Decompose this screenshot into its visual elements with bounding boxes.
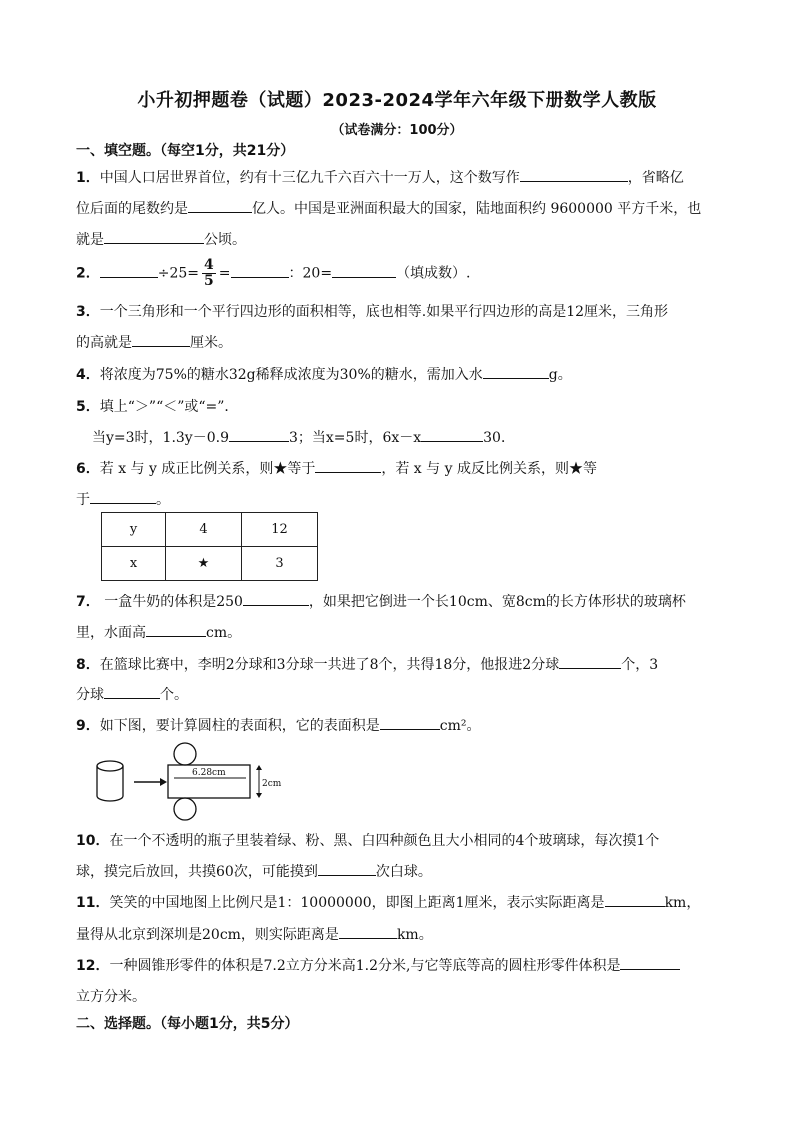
page-title: 小升初押题卷（试题）2023-2024学年六年级下册数学人教版	[137, 90, 657, 111]
q9-line: 9．如下图，要计算圆柱的表面积，它的表面积是 cm²。	[76, 715, 480, 735]
q1-line1: 1．中国人口居世界首位，约有十三亿九千六百六十一万人，这个数写作 ，省略亿	[76, 167, 684, 187]
q5-line1: 5．填上“＞”“＜”或“=”．	[76, 399, 239, 415]
section-multiple-choice: 二、选择题。（每小题1分，共5分）	[76, 1016, 299, 1032]
net-height-label: 2cm	[262, 779, 282, 789]
page-subtitle: （试卷满分：100分）	[331, 123, 463, 138]
q1-line2: 位后面的尾数约是 亿人。中国是亚洲面积最大的国家，陆地面积约 9600000 平方千米，也	[76, 198, 701, 218]
q4-number: 4．	[76, 367, 100, 383]
q8-line2: 分球 个。	[76, 684, 188, 704]
table-cell: x	[102, 547, 166, 581]
q2-line: 2． ÷25= $\frac{4}{5}$ = ：20= （填成数）.	[76, 257, 471, 289]
cylinder-net-figure	[92, 742, 292, 822]
q11-blank-1[interactable]	[605, 892, 665, 907]
q2-fraction: $\frac{4}{5}$	[204, 257, 214, 289]
q2-blank-2[interactable]	[231, 263, 289, 278]
q11-blank-2[interactable]	[339, 924, 397, 939]
q10-line1: 10．在一个不透明的瓶子里装着绿、粉、黑、白四种颜色且大小相同的4个玻璃球，每次摸1个	[76, 833, 660, 849]
q1-number: 1．	[76, 170, 100, 186]
q7-number: 7．	[76, 594, 100, 610]
q8-blank-1[interactable]	[559, 654, 621, 669]
q4-blank[interactable]	[483, 364, 549, 379]
table-row	[102, 547, 318, 581]
q4-line: 4．将浓度为75%的糖水32g稀释成浓度为30%的糖水，需加入水 g。	[76, 364, 572, 384]
arrow-right-icon	[134, 778, 167, 786]
q10-line2: 球，摸完后放回，共摸60次，可能摸到 次白球。	[76, 861, 432, 881]
q5-blank-1[interactable]	[229, 427, 289, 442]
q8-blank-2[interactable]	[104, 684, 160, 699]
table-cell: ★	[166, 547, 242, 581]
q3-line2: 的高就是 厘米。	[76, 332, 232, 352]
q5-number: 5．	[76, 399, 100, 415]
cylinder-icon	[97, 761, 123, 801]
table-cell: y	[102, 513, 166, 547]
q8-number: 8．	[76, 657, 100, 673]
q3-blank[interactable]	[132, 332, 190, 347]
q6-number: 6．	[76, 461, 100, 477]
q6-line2: 于 。	[76, 489, 170, 509]
q2-blank-1[interactable]	[100, 263, 158, 278]
q7-line2: 里，水面高 cm。	[76, 622, 241, 642]
section-fill-in: 一、填空题。（每空1分，共21分）	[76, 143, 295, 159]
q5-blank-2[interactable]	[421, 427, 483, 442]
table-row	[102, 513, 318, 547]
q10-number: 10．	[76, 833, 110, 849]
q11-number: 11．	[76, 895, 110, 911]
q6-line1: 6．若 x 与 y 成正比例关系，则★等于 ，若 x 与 y 成反比例关系，则★等	[76, 458, 597, 478]
q1-blank-1[interactable]	[520, 167, 628, 182]
q10-blank[interactable]	[318, 861, 376, 876]
q11-line1: 11．笑笑的中国地图上比例尺是1：10000000，即图上距离1厘米，表示实际距离是 km，	[76, 892, 700, 912]
q12-blank[interactable]	[620, 955, 680, 970]
net-diagram	[168, 743, 262, 820]
q6-blank-2[interactable]	[90, 489, 156, 504]
q2-blank-3[interactable]	[332, 263, 396, 278]
q9-number: 9．	[76, 718, 100, 734]
q1-blank-2[interactable]	[188, 198, 252, 213]
q11-line2: 量得从北京到深圳是20cm，则实际距离是 km。	[76, 924, 433, 944]
q2-number: 2．	[76, 265, 100, 282]
q5-line2: 当y=3时，1.3y－0.9 3；当x=5时，6x－x 30．	[92, 427, 515, 447]
q12-line2: 立方分米。	[76, 989, 146, 1005]
table-cell: 3	[242, 547, 318, 581]
q6-table	[101, 512, 318, 581]
q12-line1: 12．一种圆锥形零件的体积是7.2立方分米高1.2分米,与它等底等高的圆柱形零件体积是	[76, 955, 680, 975]
q7-blank-1[interactable]	[243, 591, 309, 606]
q1-line3: 就是 公顷。	[76, 229, 246, 249]
q6-blank-1[interactable]	[315, 458, 381, 473]
q12-number: 12．	[76, 958, 110, 974]
q9-blank[interactable]	[380, 715, 440, 730]
q3-number: 3．	[76, 304, 100, 320]
q8-line1: 8．在篮球比赛中，李明2分球和3分球一共进了8个，共得18分，他报进2分球 个，3	[76, 654, 658, 674]
net-length-label: 6.28cm	[192, 768, 226, 778]
q3-line1: 3．一个三角形和一个平行四边形的面积相等，底也相等.如果平行四边形的高是12厘米，三角形	[76, 304, 669, 320]
q1-blank-3[interactable]	[104, 229, 204, 244]
q7-blank-2[interactable]	[146, 622, 206, 637]
table-cell: 12	[242, 513, 318, 547]
q7-line1: 7． 一盒牛奶的体积是250 ，如果把它倒进一个长10cm、宽8cm的长方体形状的玻璃杯	[76, 591, 686, 611]
table-cell: 4	[166, 513, 242, 547]
